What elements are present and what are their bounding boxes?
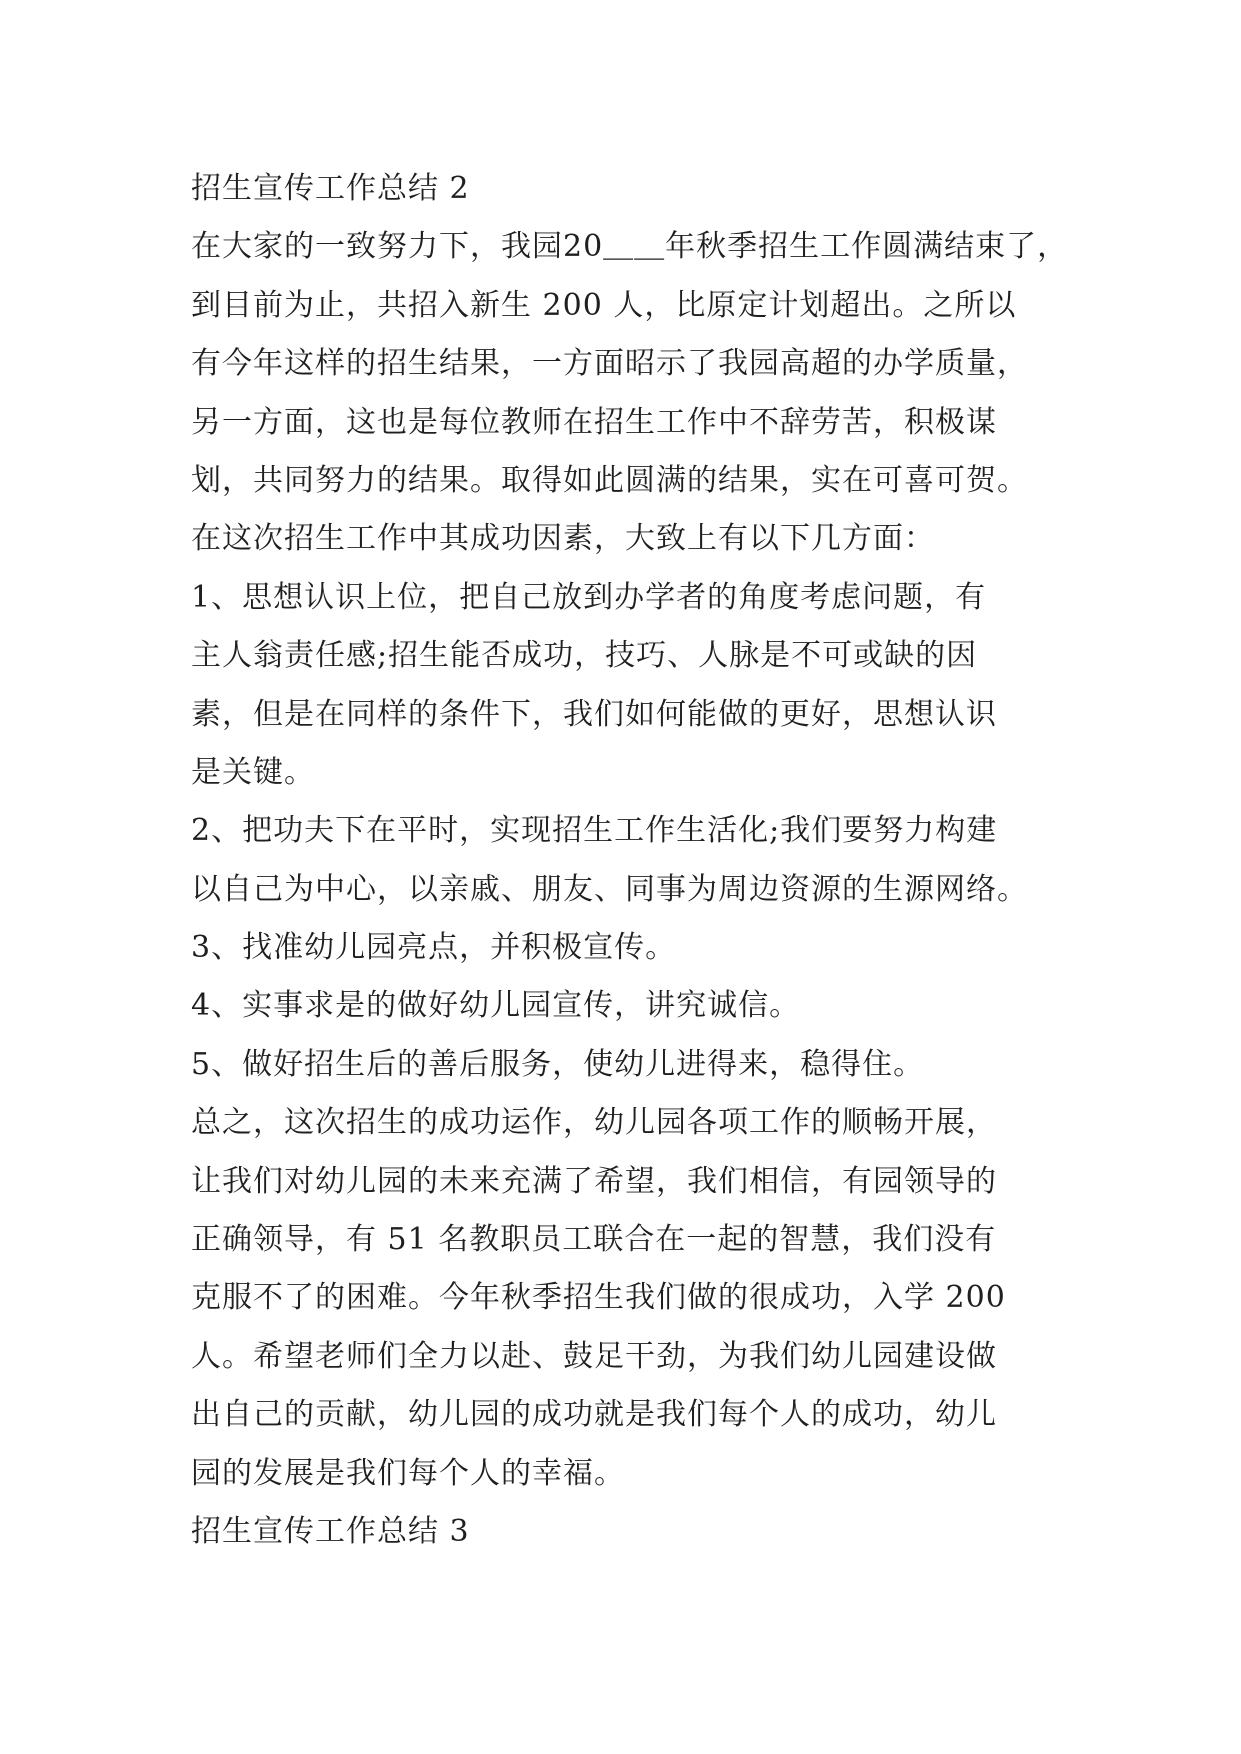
paragraph-line: 出自己的贡献，幼儿园的成功就是我们每个人的成功，幼儿 xyxy=(191,1397,997,1433)
paragraph-line: 让我们对幼儿园的未来充满了希望，我们相信，有园领导的 xyxy=(191,1163,997,1199)
list-item-line: 1、思想认识上位，把自己放到办学者的角度考虑问题，有 xyxy=(191,579,987,615)
list-item-line: 素，但是在同样的条件下，我们如何能做的更好，思想认识 xyxy=(191,696,997,732)
section-heading: 招生宣传工作总结 2 xyxy=(191,171,470,206)
paragraph-line: 总之，这次招生的成功运作，幼儿园各项工作的顺畅开展， xyxy=(191,1105,997,1141)
paragraph-line: 在大家的一致努力下，我园20＿＿年秋季招生工作圆满结束了， xyxy=(191,229,1069,265)
paragraph-line: 到目前为止，共招入新生 200 人，比原定计划超出。之所以 xyxy=(191,287,1017,323)
section-heading: 招生宣传工作总结 3 xyxy=(191,1513,470,1549)
paragraph-line: 园的发展是我们每个人的幸福。 xyxy=(191,1455,625,1491)
paragraph-line: 另一方面，这也是每位教师在招生工作中不辞劳苦，积极谋 xyxy=(191,404,997,440)
document-body xyxy=(191,160,1091,1561)
paragraph-line: 人。希望老师们全力以赴、鼓足干劲，为我们幼儿园建设做 xyxy=(191,1338,997,1374)
list-item-line: 主人翁责任感;招生能否成功，技巧、人脉是不可或缺的因 xyxy=(191,638,978,674)
list-item-line: 是关键。 xyxy=(191,754,315,790)
list-item-line: 4、实事求是的做好幼儿园宣传，讲究诚信。 xyxy=(191,988,801,1024)
paragraph-line: 划，共同努力的结果。取得如此圆满的结果，实在可喜可贺。 xyxy=(191,462,1028,498)
list-item-line: 3、找准幼儿园亮点，并积极宣传。 xyxy=(191,930,677,966)
paragraph-line: 正确领导，有 51 名教职员工联合在一起的智慧，我们没有 xyxy=(191,1222,997,1258)
paragraph-line: 克服不了的困难。今年秋季招生我们做的很成功，入学 200 xyxy=(191,1280,1006,1316)
list-item-line: 5、做好招生后的善后服务，使幼儿进得来，稳得住。 xyxy=(191,1046,925,1082)
paragraph-line: 有今年这样的招生结果，一方面昭示了我园高超的办学质量， xyxy=(191,346,1028,382)
list-item-line: 2、把功夫下在平时，实现招生工作生活化;我们要努力构建 xyxy=(191,813,998,849)
paragraph-line: 在这次招生工作中其成功因素，大致上有以下几方面： xyxy=(191,521,935,557)
list-item-line: 以自己为中心，以亲戚、朋友、同事为周边资源的生源网络。 xyxy=(191,871,1028,907)
